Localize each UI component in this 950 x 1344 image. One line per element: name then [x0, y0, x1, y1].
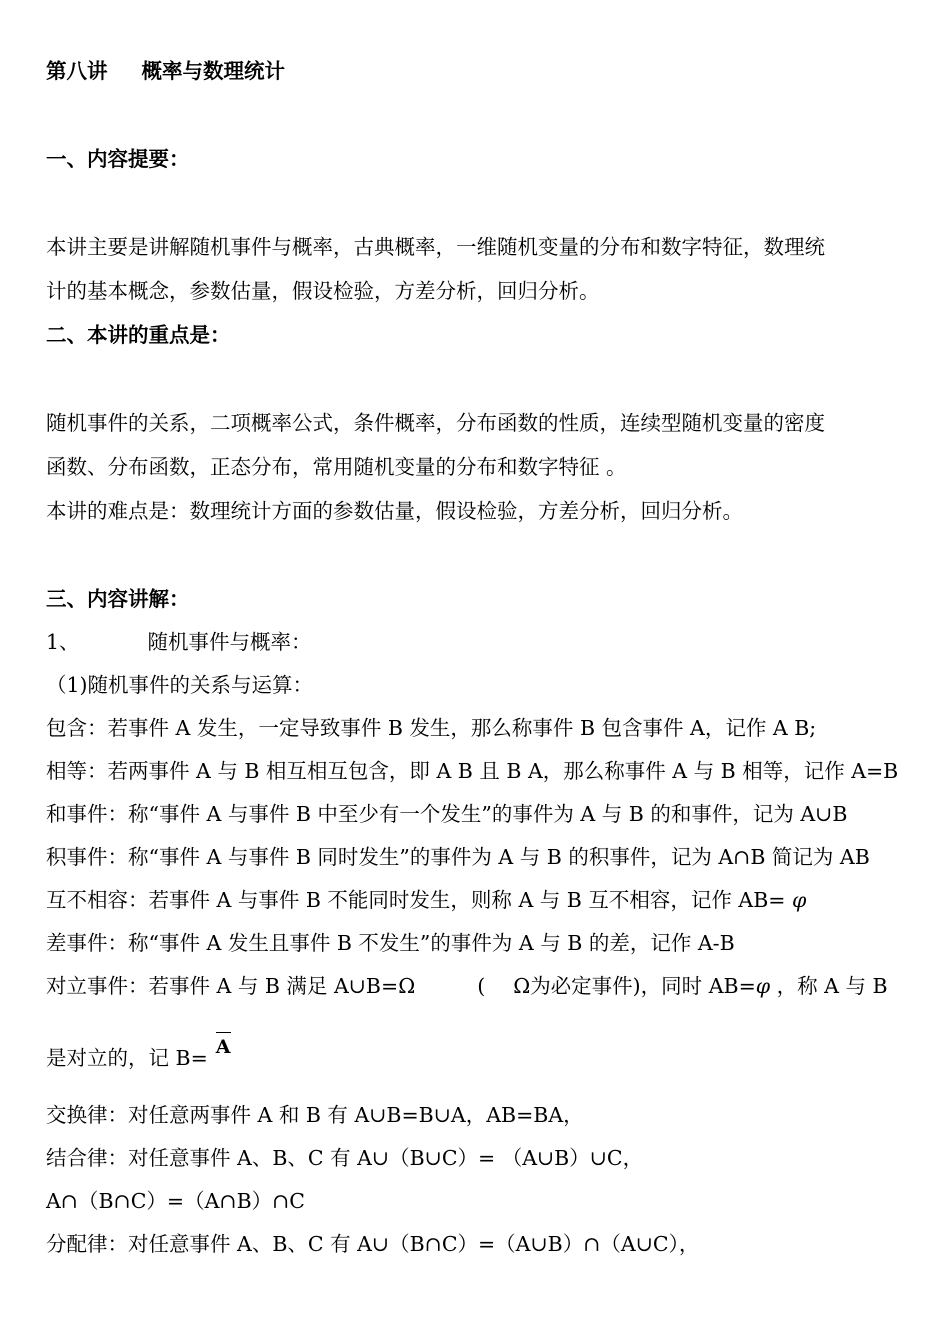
lecture-name: 概率与数理统计 — [141, 59, 285, 83]
definition-equal: 相等：若两事件 A 与 B 相互相互包含，即 A B 且 B A，那么称事件 A 与 B 相等，记作 A=B — [46, 759, 899, 783]
opposite-text-2: 是对立的，记 B= — [46, 1046, 208, 1070]
section-heading-summary: 一、内容提要： — [46, 147, 190, 171]
summary-line-1: 本讲主要是讲解随机事件与概率，古典概率，一维随机变量的分布和数字特征，数理统 — [46, 235, 825, 259]
item-1-number: 1、 — [46, 630, 80, 654]
key-points-line-2: 函数、分布函数，正态分布，常用随机变量的分布和数字特征 。 — [46, 455, 627, 479]
summary-line-2: 计的基本概念，参数估量，假设检验，方差分析，回归分析。 — [46, 279, 600, 303]
section-heading-key-points: 二、本讲的重点是： — [46, 323, 231, 347]
item-1-heading — [46, 629, 312, 655]
opposite-paren: ( — [477, 974, 486, 998]
difficulties-line: 本讲的难点是：数理统计方面的参数估量，假设检验，方差分析，回归分析。 — [46, 499, 743, 523]
empty-set-symbol-2: φ — [755, 974, 771, 998]
omega-symbol-2: Ω — [513, 974, 531, 998]
key-points-line-1: 随机事件的关系，二项概率公式，条件概率，分布函数的性质，连续型随机变量的密度 — [46, 411, 825, 435]
law-distributive: 分配律：对任意事件 A、B、C 有 A∪（B∩C）=（A∪B）∩（A∪C）， — [46, 1232, 700, 1256]
opposite-text-d: ，称 A 与 B — [776, 974, 888, 998]
definition-difference: 差事件：称“事件 A 发生且事件 B 不发生”的事件为 A 与 B 的差，记作 A-B — [46, 931, 735, 955]
opposite-text-c: 为必定事件)，同时 AB= — [530, 974, 756, 998]
definition-exclusive — [46, 887, 806, 913]
empty-set-symbol: φ — [791, 888, 807, 912]
law-associative-2: A∩（B∩C）=（A∩B）∩C — [46, 1189, 305, 1213]
definition-contain: 包含：若事件 A 发生，一定导致事件 B 发生，那么称事件 B 包含事件 A，记作 A B; — [46, 716, 817, 740]
law-commutative: 交换律：对任意两事件 A 和 B 有 A∪B=B∪A，AB=BA， — [46, 1103, 584, 1127]
a-complement-symbol: A — [215, 1036, 231, 1058]
item-1-title: 随机事件与概率： — [147, 630, 312, 654]
omega-symbol-1: Ω — [398, 974, 416, 998]
definition-product: 积事件：称“事件 A 与事件 B 同时发生”的事件为 A 与 B 的积事件，记为 A∩B 简记为 AB — [46, 845, 870, 869]
definition-opposite-2 — [46, 1036, 231, 1072]
opposite-text-a: 对立事件：若事件 A 与 B 满足 A∪B= — [46, 974, 399, 998]
definition-union: 和事件：称“事件 A 与事件 B 中至少有一个发生”的事件为 A 与 B 的和事件，记为 A∪B — [46, 802, 848, 826]
lecture-number: 第八讲 — [46, 59, 108, 83]
exclusive-text: 互不相容：若事件 A 与事件 B 不能同时发生，则称 A 与 B 互不相容，记作 AB= — [46, 888, 786, 912]
lecture-title — [46, 58, 285, 84]
section-heading-content: 三、内容讲解： — [46, 587, 190, 611]
definition-opposite — [46, 973, 888, 999]
law-associative: 结合律：对任意事件 A、B、C 有 A∪（B∪C）= （A∪B）∪C， — [46, 1146, 644, 1170]
subsection-1: （1)随机事件的关系与运算： — [46, 673, 314, 697]
